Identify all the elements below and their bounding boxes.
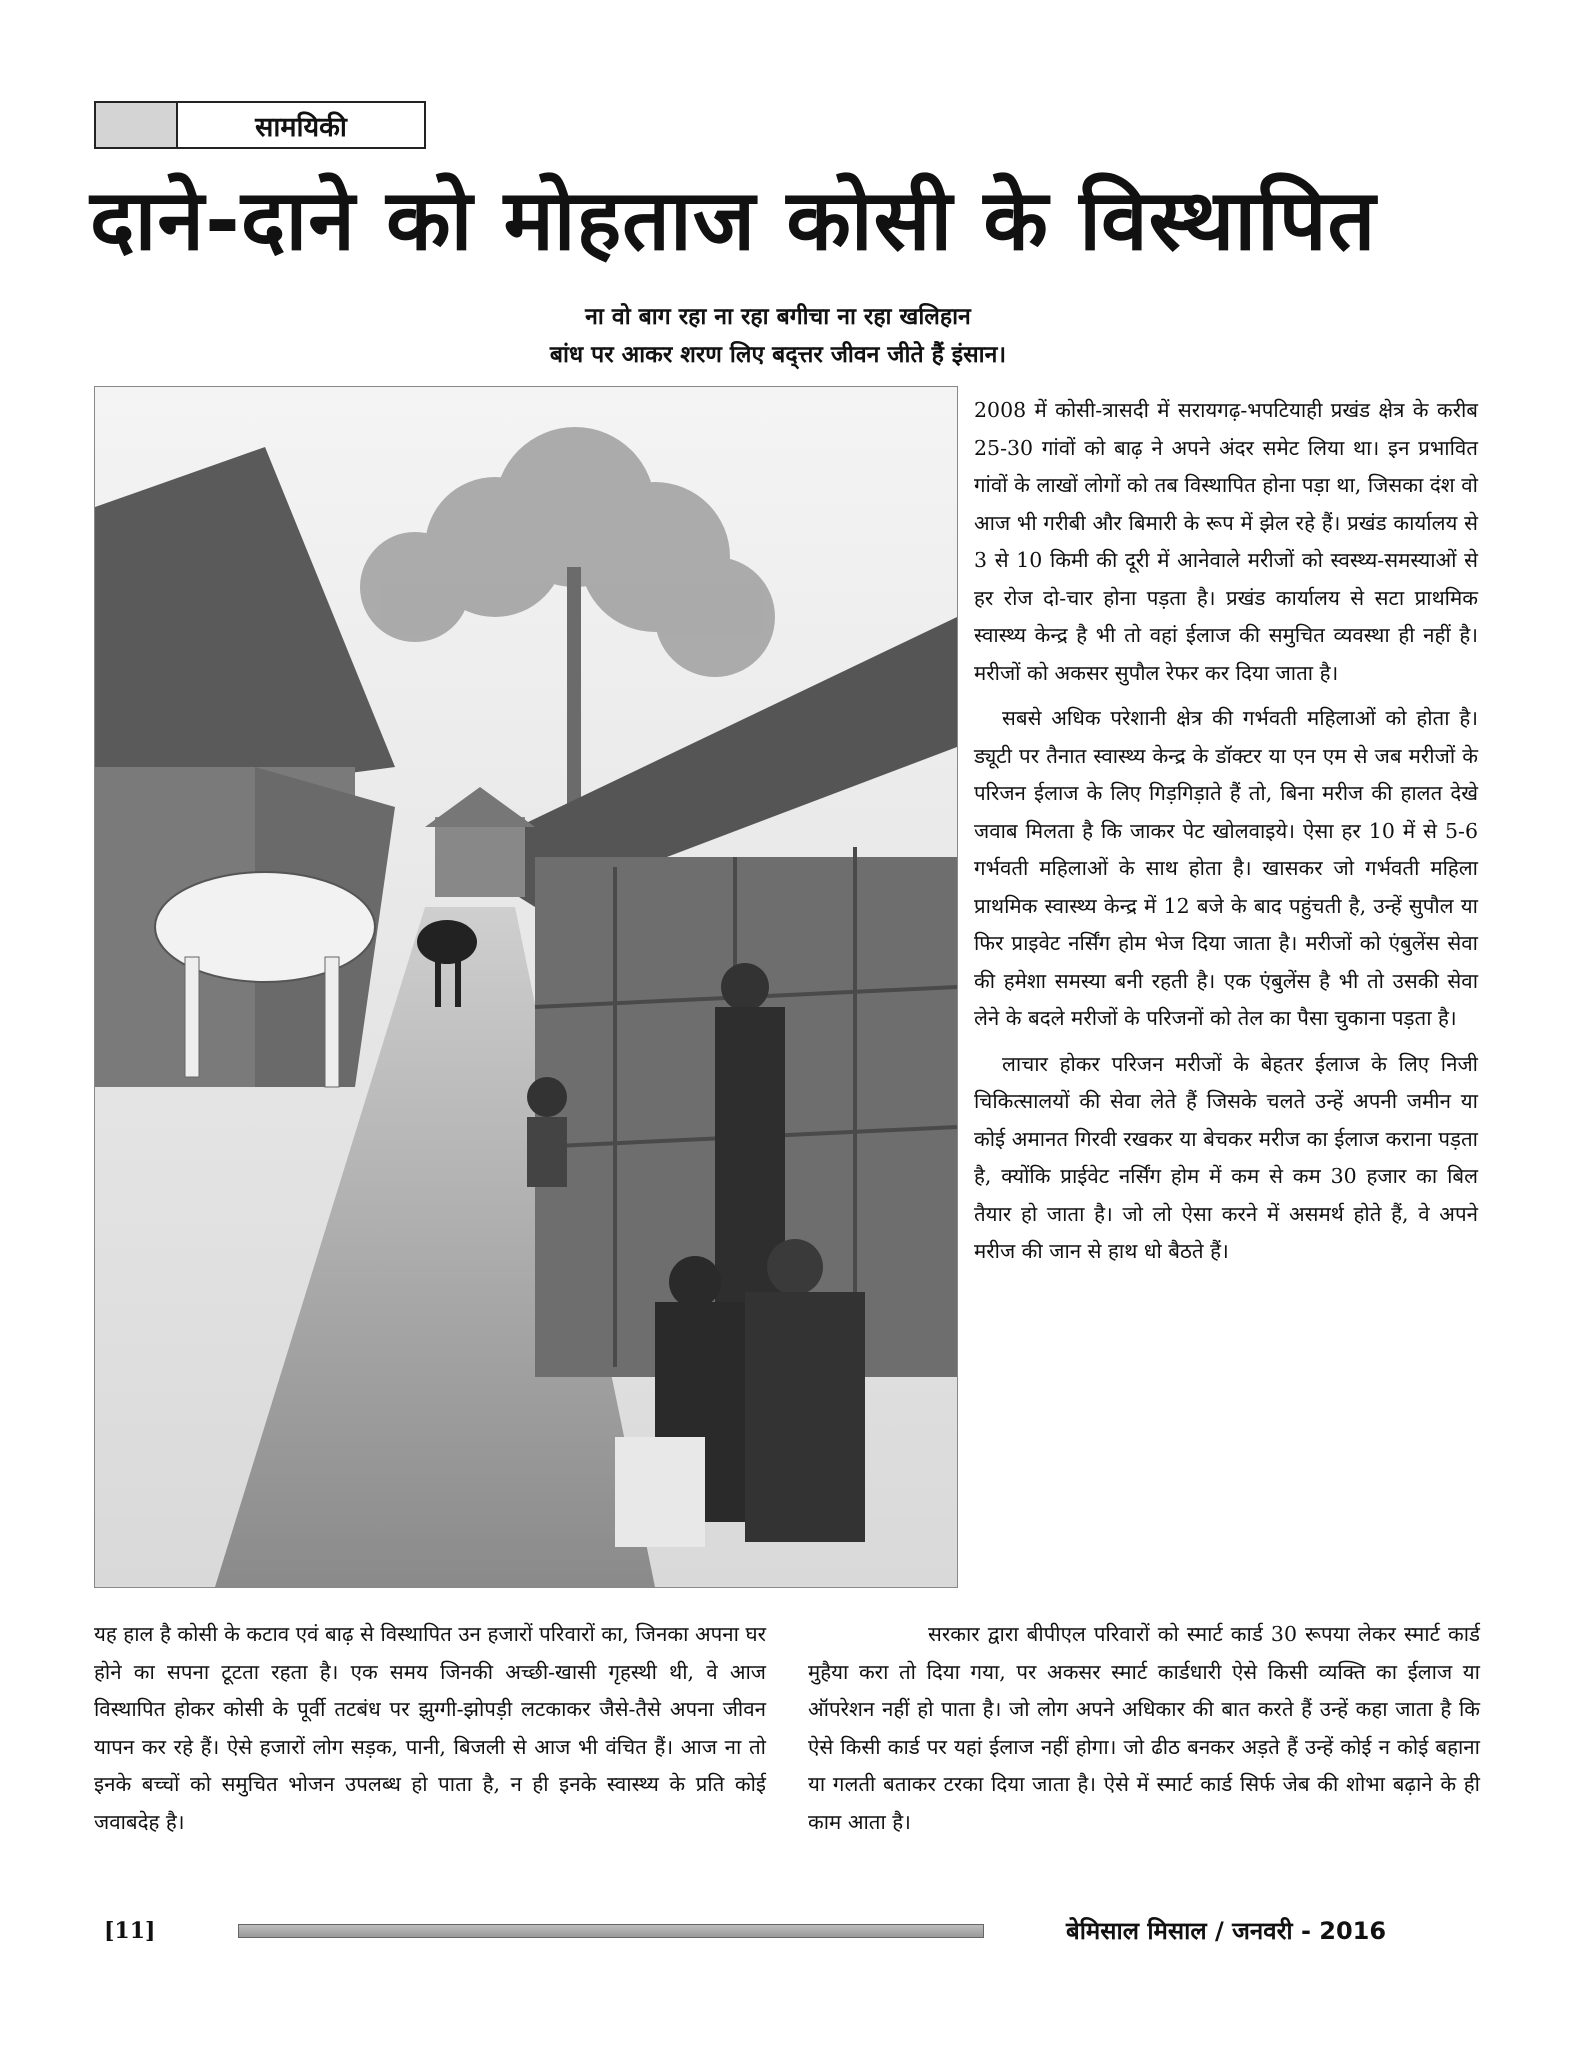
article-bottom-right (808, 1616, 1480, 1849)
section-tag-label: सामयिकी (255, 111, 347, 143)
paragraph-5: सरकार द्वारा बीपीएल परिवारों को स्मार्ट कार्ड 30 रूपया लेकर स्मार्ट कार्ड मुहैया करा तो दिया गया, पर अकसर स्मार्ट कार्डधारी ऐसे किसी व्यक्ति का ईलाज या ऑपरेशन नहीं हो पाता है। जो लोग अपने अधिकार की बात करते हैं उन्हें कहा जाता है कि ऐसे किसी कार्ड पर यहां ईलाज नहीं होगा। जो ढीठ बनकर अड़ते हैं उन्हें कोई न कोई बहाना या गलती बताकर टरका दिया जाता है। ऐसे में स्मार्ट कार्ड सिर्फ जेब की शोभा बढ़ाने के ही काम आता है। (808, 1622, 1480, 1834)
section-tag-shade (96, 103, 178, 147)
standfirst-line-1: ना वो बाग रहा ना रहा बगीचा ना रहा खलिहान (585, 304, 971, 330)
paragraph-4: यह हाल है कोसी के कटाव एवं बाढ़ से विस्थापित उन हजारों परिवारों का, जिनका अपना घर होने का सपना टूटता रहता है। एक समय जिनकी अच्छी-खासी गृहस्थी थी, वे आज विस्थापित होकर कोसी के पूर्वी तटबंध पर झुग्गी-झोपड़ी लटकाकर जैसे-तैसे अपना जीवन यापन कर रहे हैं। ऐसे हजारों लोग सड़क, पानी, बिजली से आज भी वंचित हैं। आज ना तो इनके बच्चों को समुचित भोजन उपलब्ध हो पाता है, न ही इनके स्वास्थ्य के प्रति कोई जवाबदेह है। (94, 1622, 766, 1834)
village-photo-icon (95, 387, 957, 1587)
section-tag (94, 101, 426, 149)
standfirst (438, 298, 1118, 374)
paragraph-3: लाचार होकर परिजन मरीजों के बेहतर ईलाज के लिए निजी चिकित्सालयों की सेवा लेते हैं जिसके चलते उन्हें अपनी जमीन या कोई अमानत गिरवी रखकर या बेचकर मरीज का ईलाज कराना पड़ता है, क्योंकि प्राईवेट नर्सिंग होम में कम से कम 30 हजार का बिल तैयार हो जाता है। जो लो ऐसा करने में असमर्थ होते हैं, वे अपने मरीज की जान से हाथ धो बैठते हैं। (974, 1051, 1478, 1263)
headline: दाने-दाने को मोहताज कोसी के विस्थापित (90, 171, 1377, 269)
footer-rule (238, 1924, 984, 1938)
standfirst-line-2: बांध पर आकर शरण लिए बद्त्तर जीवन जीते हैं इंसान। (549, 342, 1007, 368)
magazine-name-date: बेमिसाल मिसाल / जनवरी - 2016 (1066, 1917, 1387, 1945)
page-number: [11] (104, 1918, 156, 1944)
article-bottom-left (94, 1616, 766, 1849)
paragraph-1: 2008 में कोसी-त्रासदी में सरायगढ़-भपटियाही प्रखंड क्षेत्र के करीब 25-30 गांवों को बाढ़ ने अपने अंदर समेट लिया था। इन प्रभावित गांवों के लाखों लोगों को तब विस्थापित होना पड़ा था, जिसका दंश वो आज भी गरीबी और बिमारी के रूप में झेल रहे हैं। प्रखंड कार्यालय से 3 से 10 किमी की दूरी में आनेवाले मरीजों को स्वस्थ्य-समस्याओं से हर रोज दो-चार होना पड़ता है। प्रखंड कार्यालय से सटा प्राथमिक स्वास्थ्य केन्द्र है भी तो वहां ईलाज की समुचित व्यवस्था ही नहीं है। मरीजों को अकसर सुपौल रेफर कर दिया जाता है। (974, 398, 1478, 685)
article-right-column (974, 392, 1478, 1279)
village-photo (94, 386, 958, 1588)
paragraph-2: सबसे अधिक परेशानी क्षेत्र की गर्भवती महिलाओं को होता है। ड्यूटी पर तैनात स्वास्थ्य केन्द्र के डॉक्टर या एन एम से जब मरीजों के परिजन ईलाज के लिए गिड़गिड़ाते हैं तो, बिना मरीज की हालत देखे जवाब मिलता है कि जाकर पेट खोलवाइये। ऐसा हर 10 में से 5-6 गर्भवती महिलाओं के साथ होता है। खासकर जो गर्भवती महिला प्राथमिक स्वास्थ्य केन्द्र में 12 बजे के बाद पहुंचती है, उन्हें सुपौल या फिर प्राइवेट नर्सिंग होम भेज दिया जाता है। मरीजों को एंबुलेंस सेवा की हमेशा समस्या बनी रहती है। एक एंबुलेंस है भी तो उसकी सेवा लेने के बदले मरीजों के परिजनों को तेल का पैसा चुकाना पड़ता है। (974, 706, 1478, 1030)
